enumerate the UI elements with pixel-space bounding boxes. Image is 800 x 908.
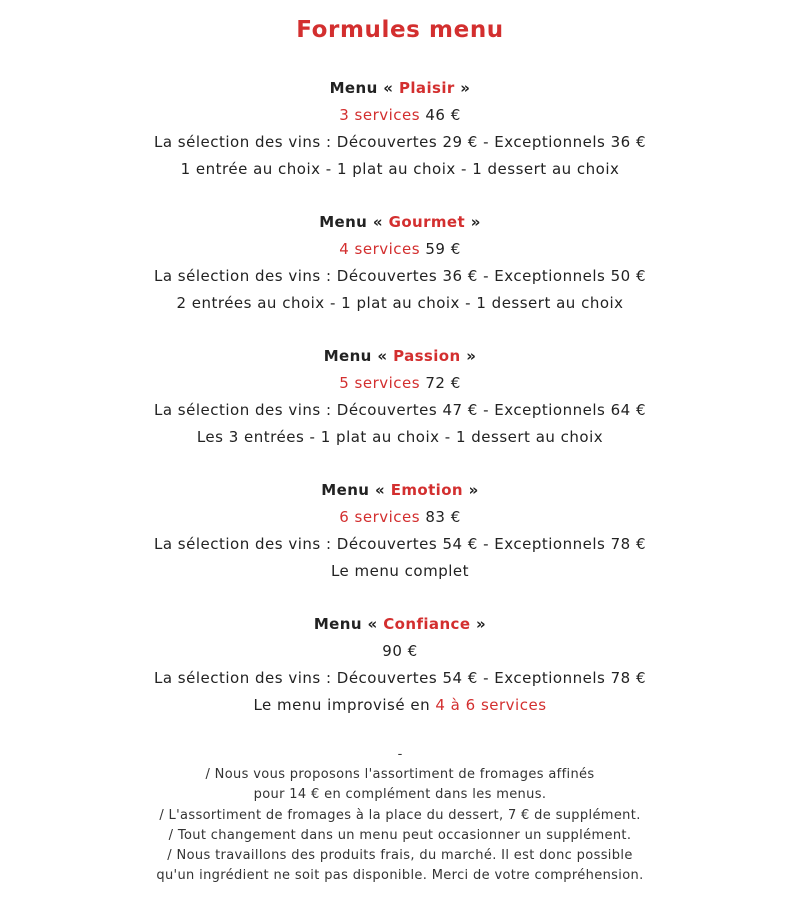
menu-prefix: Menu « [313, 615, 378, 633]
menu-name-line [0, 611, 800, 638]
composition-highlight: 4 à 6 services [435, 696, 547, 714]
menu-prefix: Menu « [319, 213, 383, 231]
menu-name-line [0, 477, 800, 504]
menu-name: Passion [393, 347, 461, 365]
note-line: / Nous travaillons des produits frais, du marché. Il est donc possible [167, 848, 633, 864]
menu-suffix: » [468, 481, 479, 499]
menu-price: 72 € [425, 374, 461, 392]
menu-suffix: » [476, 615, 487, 633]
menu-gourmet [0, 209, 800, 317]
menu-price: 83 € [425, 508, 461, 526]
menu-prefix: Menu « [321, 481, 386, 499]
services-count: 6 services [339, 508, 421, 526]
footnotes [0, 745, 800, 887]
menu-price-line [0, 102, 800, 129]
note-line: qu'un ingrédient ne soit pas disponible. Merci de votre compréhension. [156, 868, 644, 884]
menu-name-line [0, 75, 800, 102]
page-title: Formules menu [296, 17, 504, 43]
menu-prefix: Menu « [329, 79, 394, 97]
wine-selection: La sélection des vins : Découvertes 54 € - Exceptionnels 78 € [153, 669, 647, 687]
menu-list [0, 75, 800, 719]
menu-composition: 1 entrée au choix - 1 plat au choix - 1 dessert au choix [180, 160, 620, 178]
menu-price: 59 € [425, 240, 461, 258]
services-count: 5 services [339, 374, 421, 392]
menu-price-line [0, 638, 800, 665]
menu-name: Confiance [383, 615, 471, 633]
wine-selection: La sélection des vins : Découvertes 29 € - Exceptionnels 36 € [153, 133, 647, 151]
menu-suffix: » [466, 347, 477, 365]
menu-suffix: » [470, 213, 481, 231]
note-line: / Tout changement dans un menu peut occasionner un supplément. [168, 827, 632, 843]
menu-name-line [0, 209, 800, 236]
menu-name: Emotion [390, 481, 463, 499]
note-line: pour 14 € en complément dans les menus. [253, 787, 547, 803]
menu-prefix: Menu « [323, 347, 388, 365]
menu-name-line [0, 343, 800, 370]
menu-confiance [0, 611, 800, 719]
services-count: 3 services [339, 106, 421, 124]
menu-price: 46 € [425, 106, 461, 124]
menu-price-line [0, 370, 800, 397]
wine-selection: La sélection des vins : Découvertes 54 € - Exceptionnels 78 € [153, 535, 647, 553]
menu-price-line [0, 504, 800, 531]
menu-composition: Le menu complet [330, 562, 470, 580]
menu-suffix: » [460, 79, 471, 97]
separator: - [397, 747, 403, 762]
wine-selection: La sélection des vins : Découvertes 47 € - Exceptionnels 64 € [153, 401, 647, 419]
composition-prefix: Le menu improvisé en [253, 696, 431, 714]
menu-price: 90 € [382, 642, 418, 660]
services-count: 4 services [339, 240, 421, 258]
menu-composition: Les 3 entrées - 1 plat au choix - 1 dessert au choix [196, 428, 604, 446]
menu-emotion [0, 477, 800, 585]
menu-composition: 2 entrées au choix - 1 plat au choix - 1 dessert au choix [176, 294, 624, 312]
menu-composition [0, 692, 800, 719]
note-line: / Nous vous proposons l'assortiment de fromages affinés [205, 767, 595, 782]
menu-passion [0, 343, 800, 451]
wine-selection: La sélection des vins : Découvertes 36 € - Exceptionnels 50 € [153, 267, 647, 285]
menu-price-line [0, 236, 800, 263]
menu-name: Plaisir [399, 79, 455, 97]
menu-name: Gourmet [388, 213, 466, 231]
note-line: / L'assortiment de fromages à la place du dessert, 7 € de supplément. [159, 807, 641, 823]
menu-plaisir [0, 75, 800, 183]
